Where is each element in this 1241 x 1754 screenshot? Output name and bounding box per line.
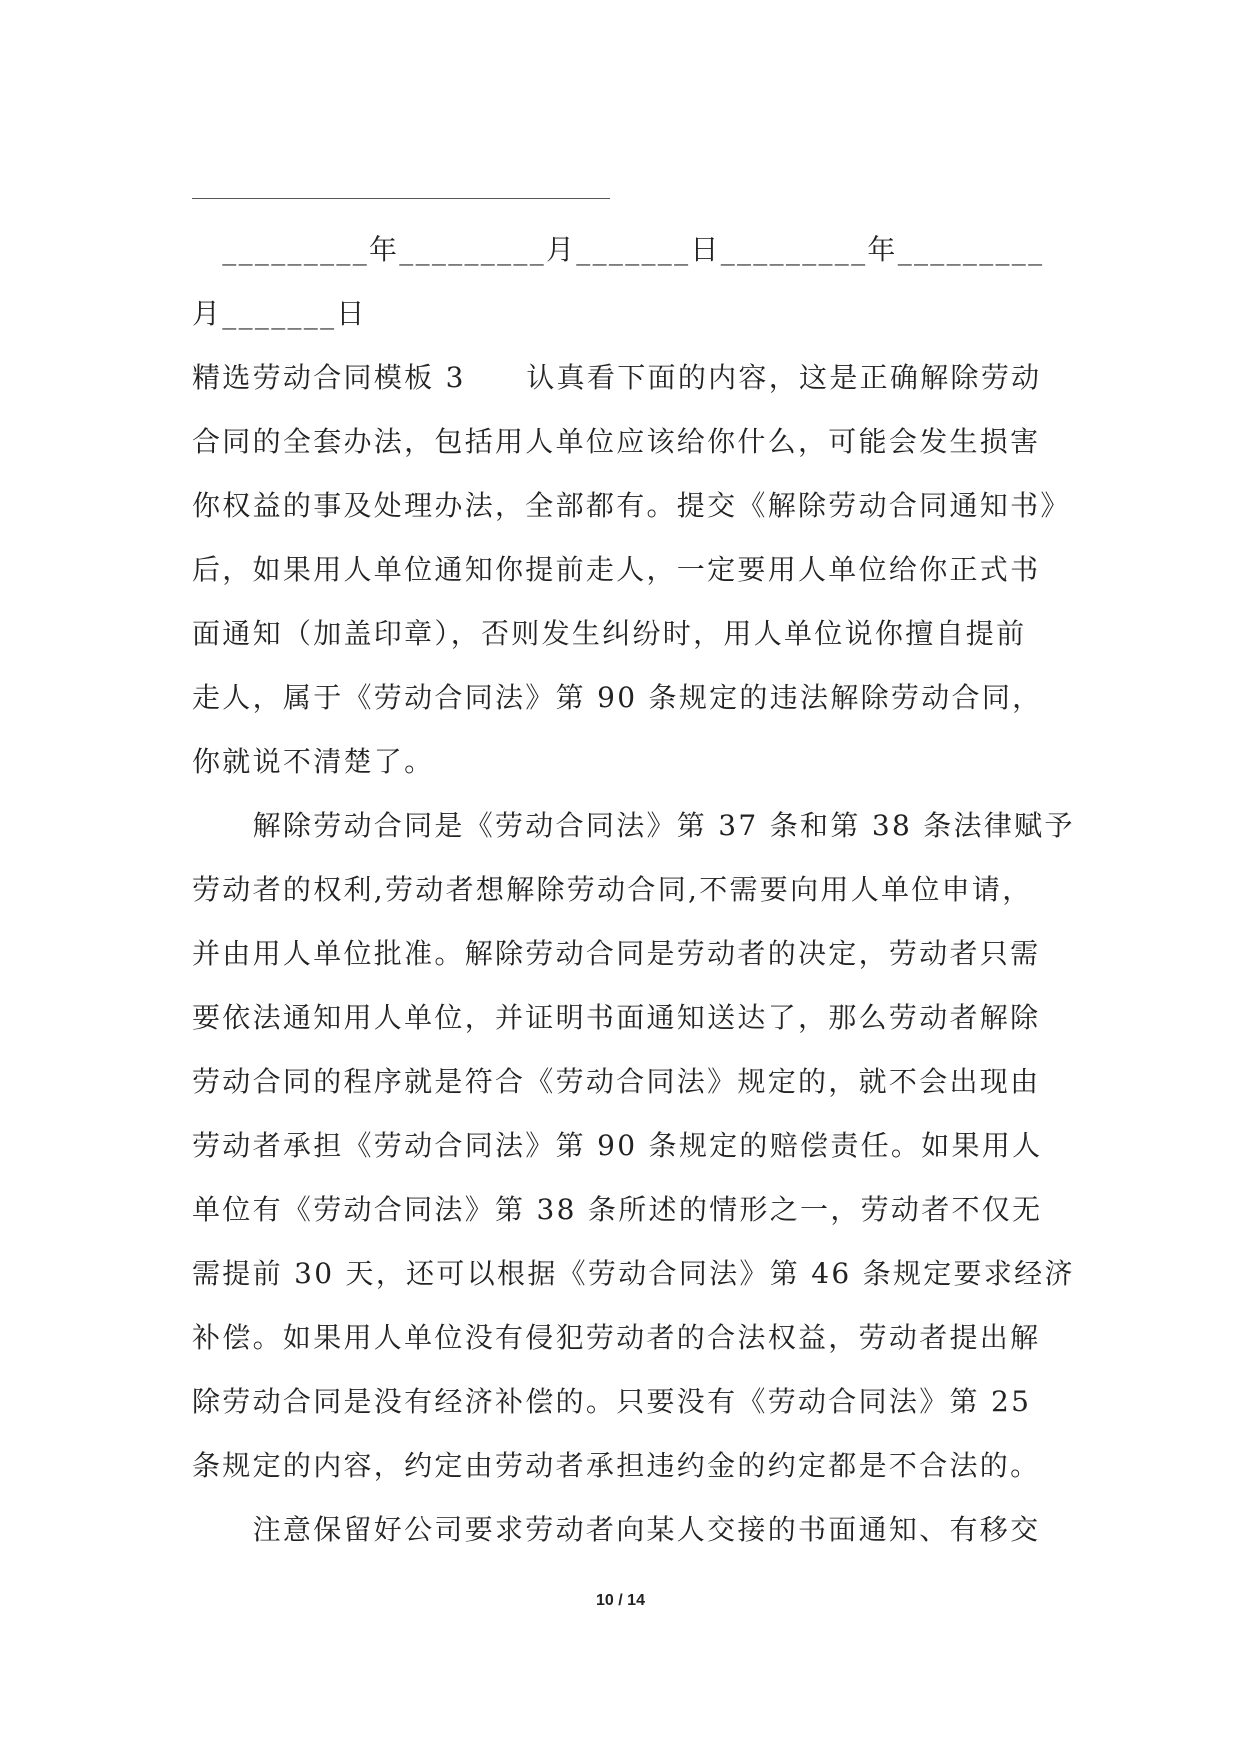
- text-line: 后，如果用人单位通知你提前走人，一定要用人单位给你正式书: [192, 553, 1041, 586]
- text-line: 你就说不清楚了。: [192, 745, 435, 778]
- text-line: 除劳动合同是没有经济补偿的。只要没有《劳动合同法》第 25: [192, 1385, 1032, 1418]
- text-line: 单位有《劳动合同法》第 38 条所述的情形之一，劳动者不仅无: [192, 1193, 1043, 1226]
- text-line: 劳动合同的程序就是符合《劳动合同法》规定的，就不会出现由: [192, 1065, 1041, 1098]
- text-line: 劳动者的权利,劳动者想解除劳动合同,不需要向用人单位申请，: [192, 873, 1033, 906]
- text-line: 你权益的事及处理办法，全部都有。提交《解除劳动合同通知书》: [192, 489, 1071, 522]
- separator-line: [192, 198, 610, 199]
- text-line: 需提前 30 天，还可以根据《劳动合同法》第 46 条规定要求经济: [192, 1257, 1075, 1290]
- text-line: 补偿。如果用人单位没有侵犯劳动者的合法权益，劳动者提出解: [192, 1321, 1041, 1354]
- text-line: 面通知（加盖印章），否则发生纠纷时，用人单位说你擅自提前: [192, 617, 1027, 650]
- date-line-2: 月_______日: [192, 297, 367, 330]
- text-line: 并由用人单位批准。解除劳动合同是劳动者的决定，劳动者只需: [192, 937, 1041, 970]
- text-line: 精选劳动合同模板 3 认真看下面的内容，这是正确解除劳动: [192, 361, 1042, 394]
- text-line: 劳动者承担《劳动合同法》第 90 条规定的赔偿责任。如果用人: [192, 1129, 1043, 1162]
- text-line: 合同的全套办法，包括用人单位应该给你什么，可能会发生损害: [192, 425, 1041, 458]
- text-line: 走人，属于《劳动合同法》第 90 条规定的违法解除劳动合同，: [192, 681, 1043, 714]
- text-line: 解除劳动合同是《劳动合同法》第 37 条和第 38 条法律赋予: [192, 809, 1075, 842]
- text-line: 条规定的内容，约定由劳动者承担违约金的约定都是不合法的。: [192, 1449, 1041, 1482]
- page-number: 10 / 14: [596, 1592, 645, 1609]
- date-line-1: _________年_________月_______日_________年_________: [192, 233, 1045, 266]
- text-line: 要依法通知用人单位，并证明书面通知送达了，那么劳动者解除: [192, 1001, 1041, 1034]
- text-line: 注意保留好公司要求劳动者向某人交接的书面通知、有移交: [192, 1513, 1041, 1546]
